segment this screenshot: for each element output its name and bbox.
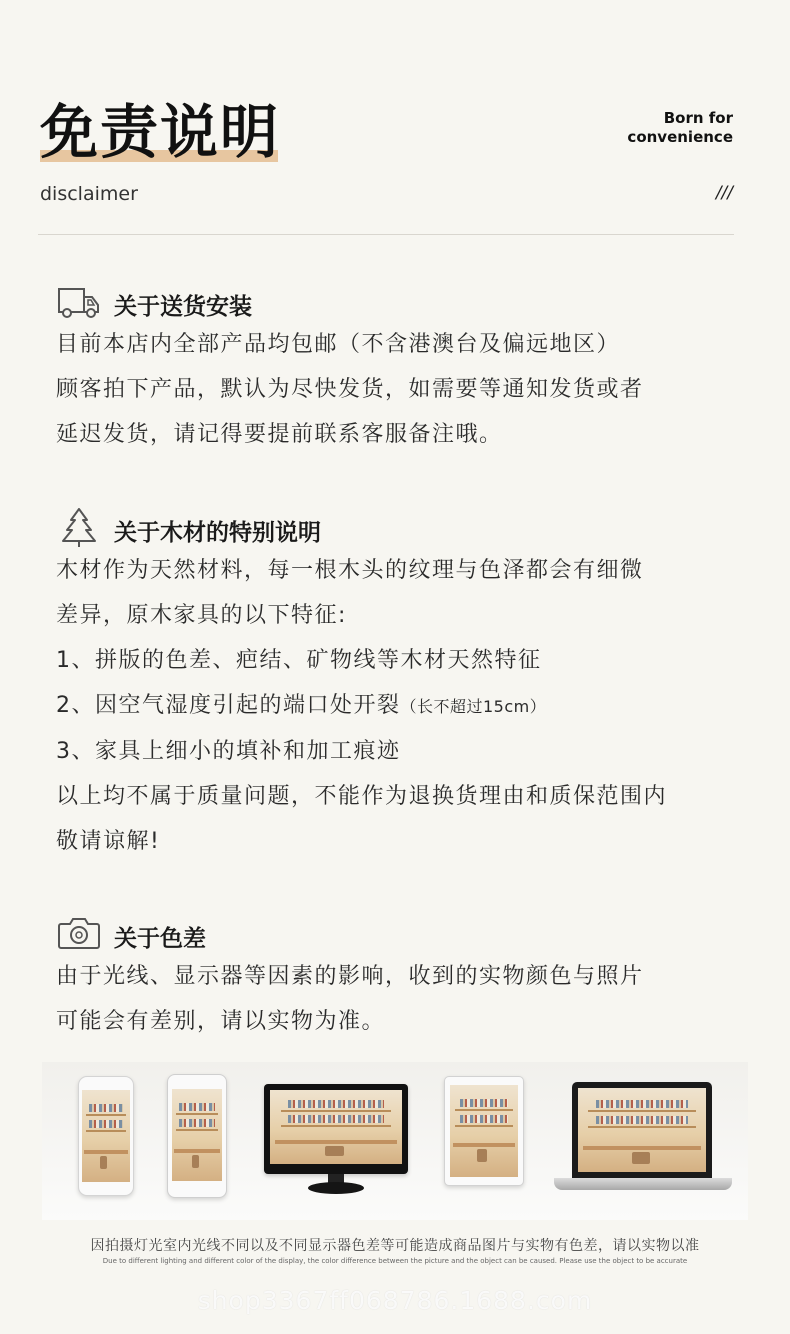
- section-text: [56, 954, 776, 1044]
- room-photo: [82, 1090, 130, 1182]
- section-title: 关于木材的特别说明: [114, 520, 321, 546]
- section-text: [56, 548, 776, 864]
- section-title: 关于送货安装: [114, 294, 252, 320]
- phone-device: [78, 1076, 134, 1196]
- room-photo: [450, 1085, 518, 1177]
- text-line: 延迟发货，请记得要提前联系客服备注哦。: [56, 422, 503, 447]
- room-photo: [270, 1090, 402, 1164]
- decorative-slashes: ///: [715, 183, 733, 203]
- tagline-line1: Born for: [663, 109, 733, 127]
- page-title: 免责说明: [40, 98, 281, 166]
- header-divider: [38, 234, 734, 235]
- monitor-device: [264, 1084, 408, 1174]
- footer-note-cn: 因拍摄灯光室内光线不同以及不同显示器色差等可能造成商品图片与实物有色差，请以实物以准: [90, 1238, 700, 1254]
- text-line: 3、家具上细小的填补和加工痕迹: [56, 739, 401, 764]
- section-wood: [56, 508, 776, 864]
- room-photo: [578, 1088, 706, 1172]
- text-line: 目前本店内全部产品均包邮（不含港澳台及偏远地区）: [56, 332, 621, 357]
- section-header: [56, 282, 776, 322]
- text-line: 1、拼版的色差、疤结、矿物线等木材天然特征: [56, 648, 542, 673]
- footer-note-en: Due to different lighting and different color of the display, the color difference between the picture and the object can be caused. Please use the object to be accurate: [102, 1257, 688, 1265]
- devices-illustration: [42, 1062, 748, 1220]
- tagline-line2: convenience: [627, 128, 733, 146]
- text-line: 敬请谅解!: [56, 829, 161, 854]
- camera-icon: [56, 914, 102, 954]
- section-title: 关于色差: [114, 926, 206, 952]
- text-line: 由于光线、显示器等因素的影响，收到的实物颜色与照片: [56, 964, 644, 989]
- room-photo: [172, 1089, 222, 1181]
- monitor-stand: [308, 1182, 364, 1194]
- section-text: [56, 322, 776, 457]
- phone-device: [167, 1074, 227, 1198]
- delivery-truck-icon: [56, 282, 102, 322]
- title-block: [40, 92, 280, 172]
- text-line: 差异，原木家具的以下特征:: [56, 603, 347, 628]
- text-line: [56, 683, 776, 729]
- laptop-device: [572, 1082, 712, 1178]
- text-line: 顾客拍下产品，默认为尽快发货，如需要等通知发货或者: [56, 377, 644, 402]
- tagline: [627, 109, 733, 147]
- section-delivery: [56, 282, 776, 457]
- section-color: [56, 914, 776, 1044]
- laptop-base: [554, 1178, 732, 1190]
- watermark: shop3367ff068786.1688.com: [197, 1286, 593, 1315]
- tree-icon: [56, 508, 102, 548]
- text-line: 木材作为天然材料，每一根木头的纹理与色泽都会有细微: [56, 558, 644, 583]
- text-line: 以上均不属于质量问题，不能作为退换货理由和质保范围内: [56, 784, 668, 809]
- text-line-main: 2、因空气湿度引起的端口处开裂: [56, 693, 401, 718]
- section-header: [56, 508, 776, 548]
- crack-length-note: （长不超过15cm）: [400, 697, 547, 716]
- section-header: [56, 914, 776, 954]
- text-line: 可能会有差别，请以实物为准。: [56, 1009, 386, 1034]
- page-subtitle: disclaimer: [40, 183, 138, 205]
- tablet-device: [444, 1076, 524, 1186]
